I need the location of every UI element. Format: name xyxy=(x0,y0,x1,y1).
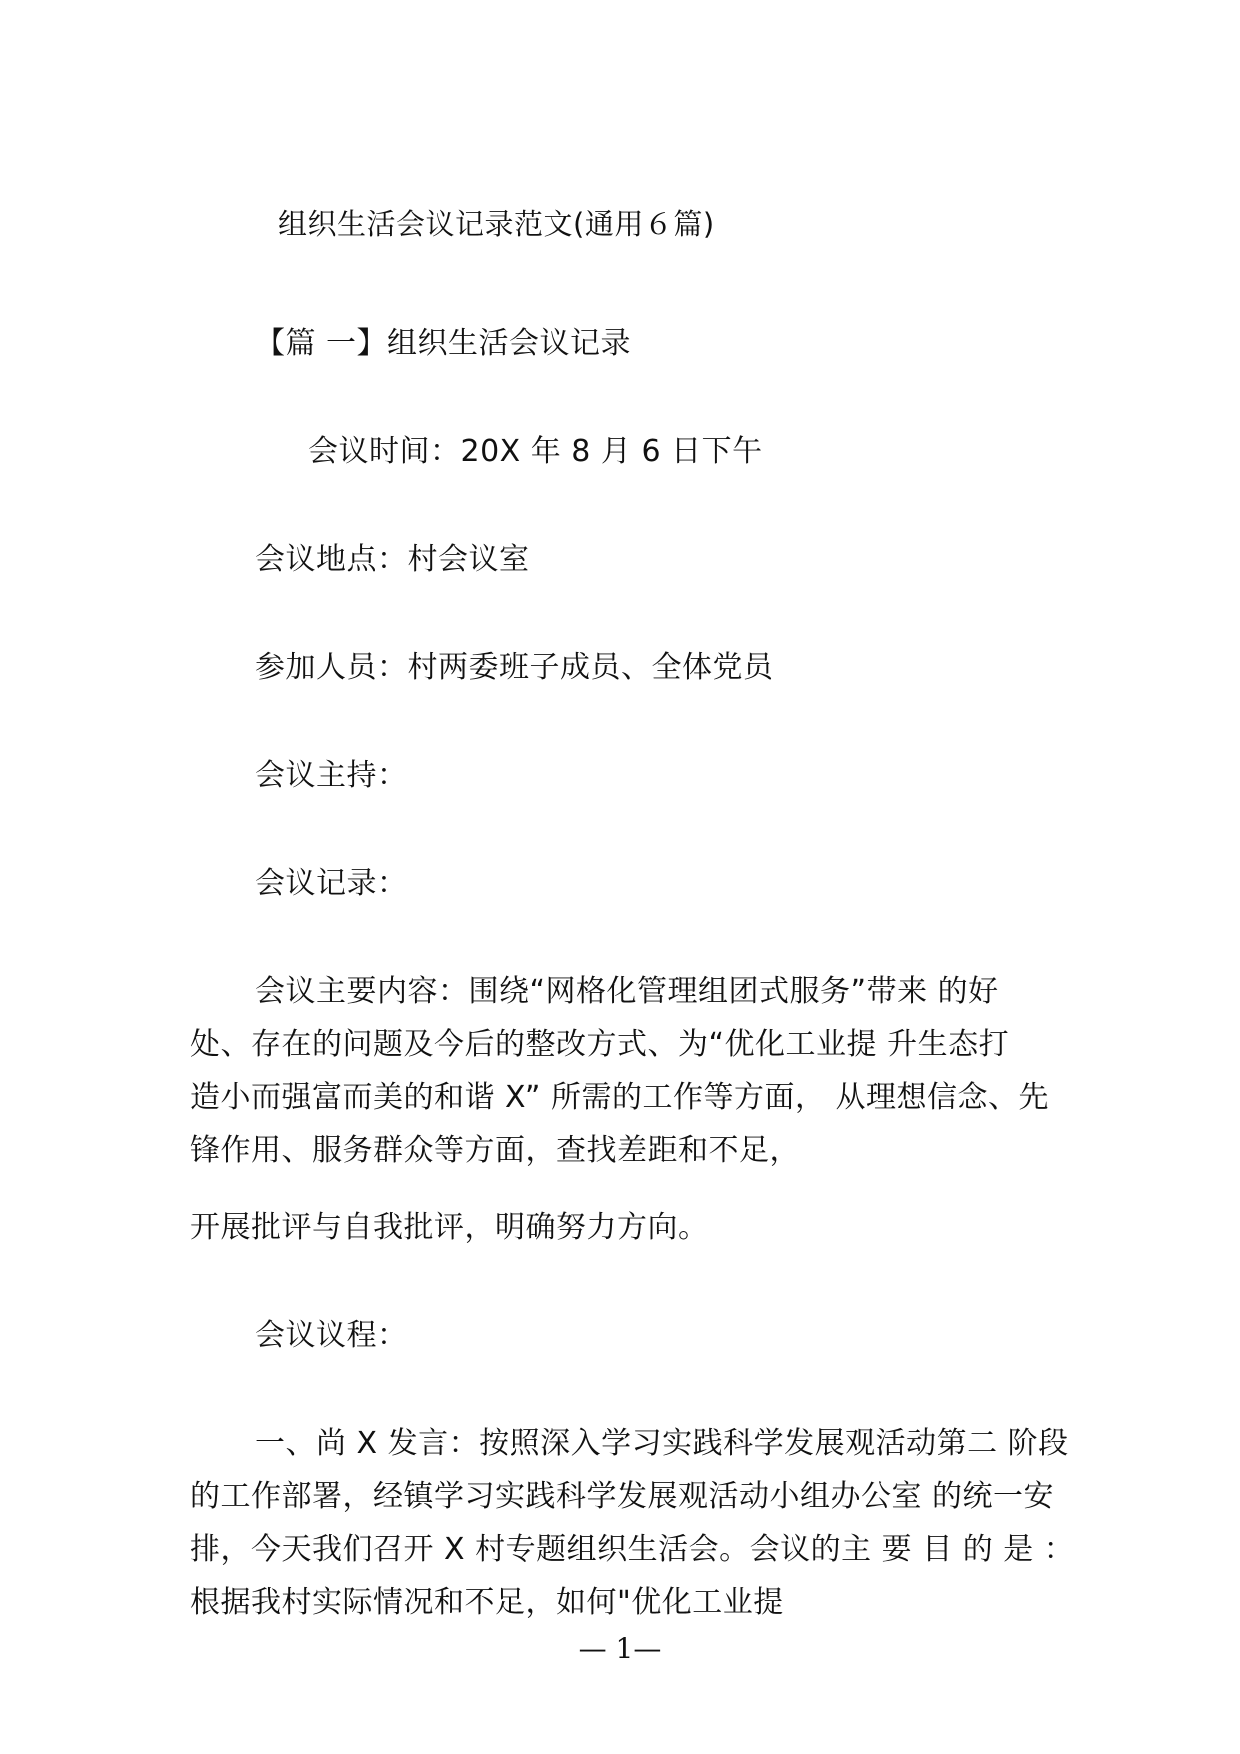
content-line: 开展批评与自我批评，明确努力方向。 xyxy=(190,1210,709,1245)
content-line: 会议主要内容：围绕“网格化管理组团式服务”带来 的好 xyxy=(255,974,999,1009)
agenda-line: 的工作部署，经镇学习实践科学发展观活动小组办公室 的统一安 xyxy=(190,1479,1055,1514)
content-line: 造小而强富而美的和谐 X” 所需的工作等方面， 从理想信念、先 xyxy=(190,1080,1049,1115)
section-heading: 【篇 一】组织生活会议记录 xyxy=(255,326,632,361)
agenda-line: 排，今天我们召开 X 村专题组织生活会。会议的主 要 目 的 是 ： xyxy=(190,1532,1075,1567)
content-line: 处、存在的问题及今后的整改方式、为“优化工业提 升生态打 xyxy=(190,1027,1010,1062)
page-number: — 1— xyxy=(578,1632,662,1665)
meeting-record: 会议记录： xyxy=(255,866,408,901)
agenda-label: 会议议程： xyxy=(255,1318,408,1353)
participants: 参加人员：村两委班子成员、全体党员 xyxy=(255,650,774,685)
meeting-place: 会议地点：村会议室 xyxy=(255,542,530,577)
meeting-time: 会议时间：20X 年 8 月 6 日下午 xyxy=(308,434,763,469)
agenda-line: 根据我村实际情况和不足，如何"优化工业提 xyxy=(190,1585,784,1620)
content-line: 锋作用、服务群众等方面，查找差距和不足， xyxy=(190,1133,800,1168)
document-title: 组织生活会议记录范文(通用６篇) xyxy=(278,207,715,241)
meeting-host: 会议主持： xyxy=(255,758,408,793)
agenda-line: 一、尚 X 发言：按照深入学习实践科学发展观活动第二 阶段 xyxy=(255,1426,1069,1461)
